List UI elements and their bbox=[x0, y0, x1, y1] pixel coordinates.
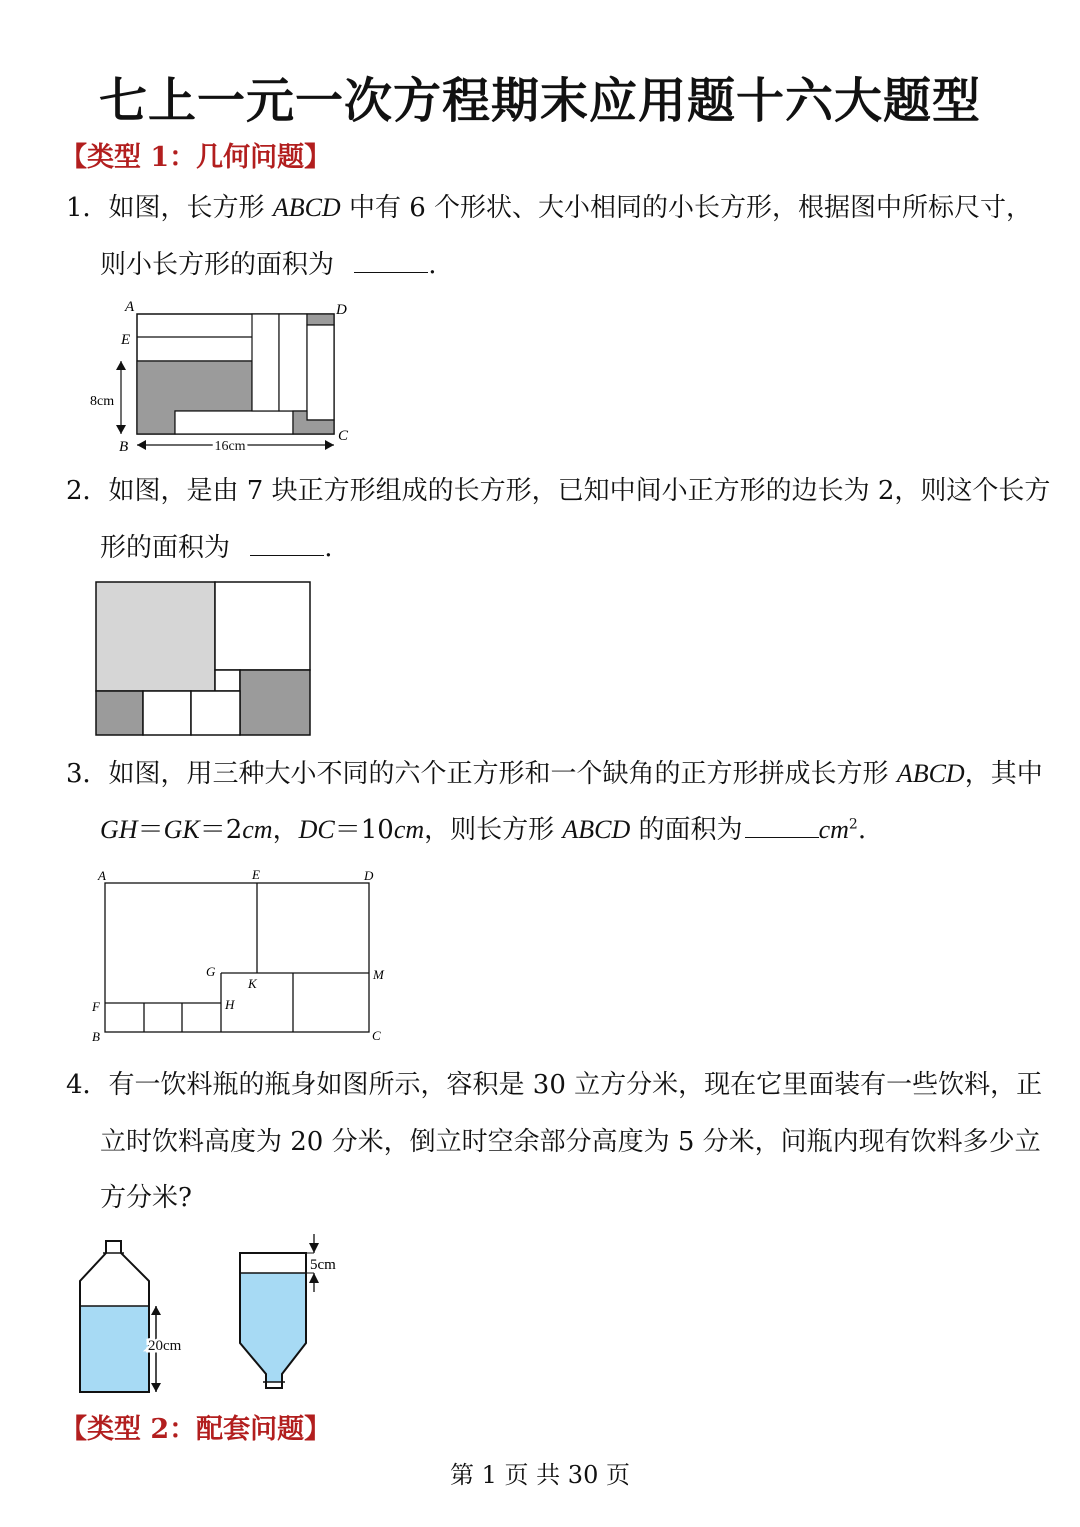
question-4-text-1: 有一饮料瓶的瓶身如图所示，容积是 30 立方分米，现在它里面装有一些饮料，正 bbox=[108, 1070, 1043, 1100]
q3-mid: ，则长方形 bbox=[424, 815, 563, 845]
q3-tail: 的面积为 bbox=[630, 815, 743, 845]
question-4-number: 4． bbox=[66, 1070, 109, 1100]
q3-cm2: cm bbox=[393, 815, 425, 844]
q3-dc: DC bbox=[298, 815, 335, 844]
figure-3-label-a: A bbox=[98, 868, 106, 883]
question-2-period: . bbox=[324, 533, 333, 563]
figure-2-small-square bbox=[215, 670, 240, 691]
question-2-line-1 bbox=[66, 478, 1050, 504]
q3-gh: GH bbox=[100, 815, 138, 844]
figure-1-label-e: E bbox=[121, 332, 131, 348]
question-4-line-2: 立时饮料高度为 20 分米，倒立时空余部分高度为 5 分米，问瓶内现有饮料多少立 bbox=[100, 1127, 1041, 1157]
figure-4-inverted-liquid bbox=[240, 1273, 306, 1382]
page-footer: 第 1 页 共 30 页 bbox=[450, 1461, 630, 1489]
question-4-line-3: 方分米? bbox=[100, 1183, 192, 1213]
figure-1-label-c: C bbox=[338, 428, 349, 444]
question-3-line-1 bbox=[66, 761, 1043, 787]
q3-unit: cm bbox=[818, 815, 849, 844]
figure-3-label-g: G bbox=[206, 964, 216, 979]
figure-4-bottles bbox=[70, 1228, 370, 1398]
figure-3-label-c: C bbox=[372, 1028, 381, 1043]
q3-cm1: cm bbox=[242, 815, 273, 844]
question-1-number: 1． bbox=[66, 193, 109, 223]
figure-3-label-h: H bbox=[225, 997, 235, 1012]
figure-4-upright-liquid bbox=[80, 1306, 149, 1392]
question-2-number: 2． bbox=[66, 476, 109, 506]
figure-3-label-b: B bbox=[92, 1029, 100, 1044]
q3-sup: 2 bbox=[848, 816, 858, 833]
figure-4-upright-height-label: 20cm bbox=[148, 1338, 182, 1354]
question-3-text-a: 如图，用三种大小不同的六个正方形和一个缺角的正方形拼成长方形 bbox=[108, 759, 897, 789]
figure-3-label-m: M bbox=[373, 967, 384, 982]
q3-period: . bbox=[857, 815, 867, 845]
question-2-text: 如图，是由 7 块正方形组成的长方形，已知中间小正方形的边长为 2，则这个长方 bbox=[108, 476, 1051, 506]
question-1-var: ABCD bbox=[272, 193, 341, 222]
figure-1-height-label: 8cm bbox=[90, 394, 115, 409]
figure-3-label-f: F bbox=[92, 999, 100, 1014]
question-1-prompt: 则小长方形的面积为 bbox=[100, 250, 335, 280]
answer-blank-1[interactable] bbox=[354, 270, 428, 273]
figure-3-label-e: E bbox=[252, 867, 260, 882]
q3-abcd: ABCD bbox=[562, 815, 631, 844]
question-1-text-b: 中有 6 个形状、大小相同的小长方形，根据图中所标尺寸， bbox=[340, 193, 1033, 223]
question-1-text-a: 如图，长方形 bbox=[108, 193, 273, 223]
q3-gk: GK bbox=[163, 815, 200, 844]
q3-sep: ， bbox=[272, 815, 299, 845]
q3-val1: ＝2 bbox=[199, 815, 243, 845]
section-heading-matching: 【类型 2：配套问题】 bbox=[60, 1414, 332, 1445]
figure-3-label-k: K bbox=[248, 976, 257, 991]
answer-blank-3[interactable] bbox=[745, 835, 819, 838]
answer-blank-2[interactable] bbox=[250, 553, 324, 556]
question-4-line-1 bbox=[66, 1072, 1042, 1098]
figure-1-rectangles bbox=[80, 295, 380, 460]
figure-1-label-b: B bbox=[119, 439, 129, 455]
figure-3-rectangle-abcd bbox=[86, 864, 396, 1049]
q3-val2: ＝10 bbox=[334, 815, 394, 845]
figure-1-label-a: A bbox=[125, 299, 135, 315]
question-3-text-b: ，其中 bbox=[964, 759, 1043, 789]
question-3-line-2 bbox=[100, 817, 866, 843]
figure-1-label-d: D bbox=[336, 302, 347, 318]
question-1-line-2 bbox=[100, 252, 437, 278]
q3-eq: ＝ bbox=[137, 815, 164, 845]
question-1-period: . bbox=[428, 250, 437, 280]
question-1-line-1 bbox=[66, 195, 1032, 221]
question-3-var: ABCD bbox=[896, 759, 965, 788]
figure-2-large-square bbox=[96, 582, 215, 691]
question-2-prompt: 形的面积为 bbox=[100, 533, 231, 563]
question-3-number: 3． bbox=[66, 759, 109, 789]
figure-4-inverted-gap-label: 5cm bbox=[310, 1257, 336, 1273]
figure-3-label-d: D bbox=[364, 868, 374, 883]
question-2-line-2 bbox=[100, 535, 333, 561]
figure-2-squares bbox=[94, 580, 314, 740]
figure-1-width-label: 16cm bbox=[214, 439, 246, 454]
page-title: 七上一元一次方程期末应用题十六大题型 bbox=[98, 73, 981, 129]
section-heading-geometry: 【类型 1：几何问题】 bbox=[60, 142, 332, 173]
